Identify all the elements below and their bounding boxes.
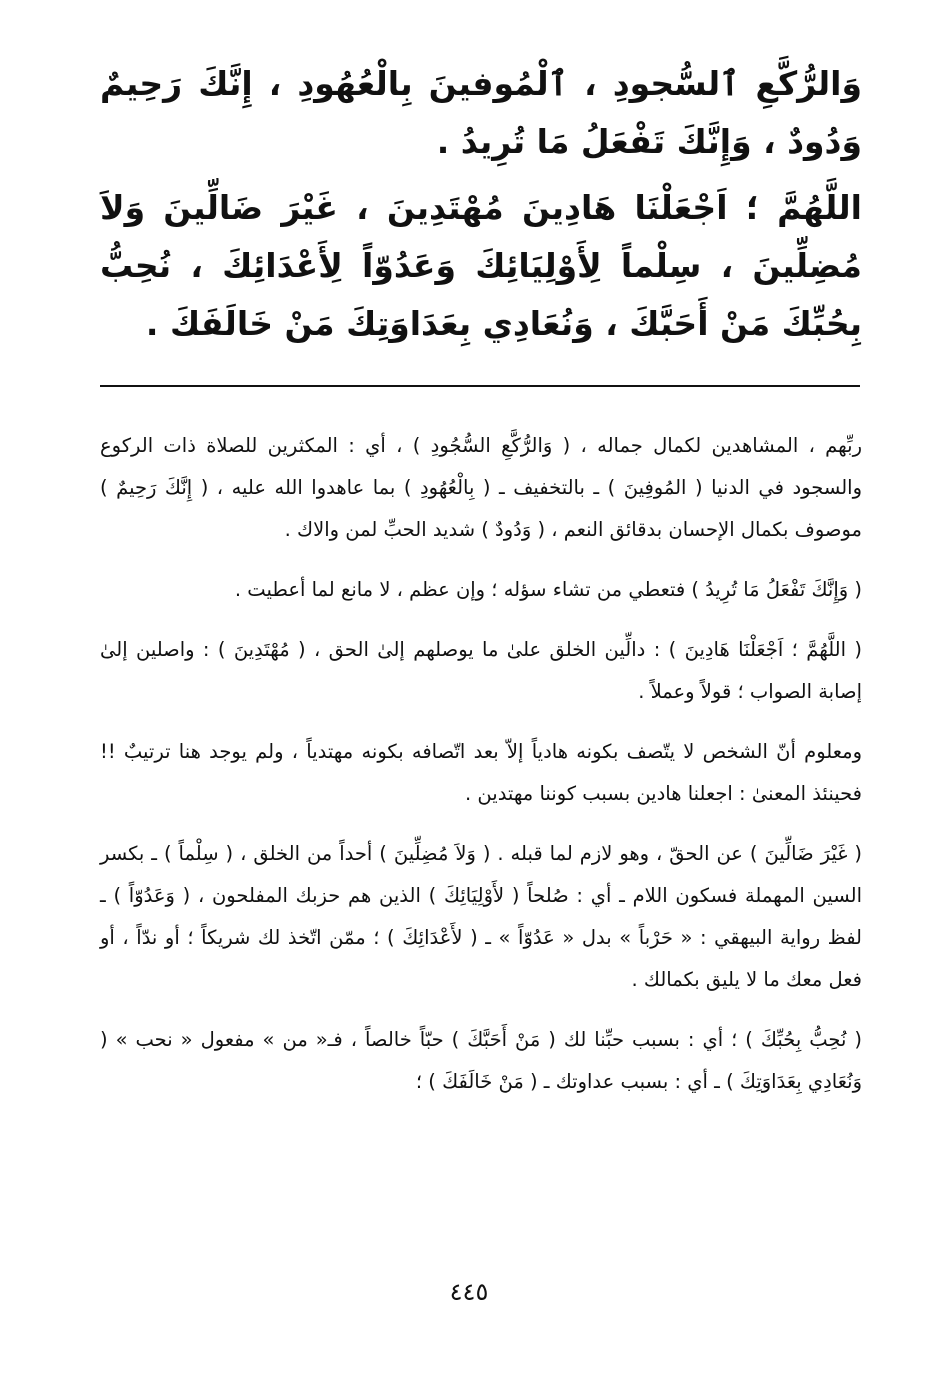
footnote-divider	[100, 385, 860, 387]
footnotes-commentary	[100, 425, 862, 1121]
footnote-paragraph: ربِّهم ، المشاهدين لكمال جماله ، ( وَالرُّكَّعِ السُّجُودِ ) ، أي : المكثرين للصلاة ذات الركوع والسجود في الدنيا ( المُوفِينَ ) ـ بالتخفيف ـ ( بِالْعُهُودِ ) بما عاهدوا الله عليه ، ( إِنَّكَ رَحِيمٌ ) موصوف بكمال الإحسان بدقائق النعم ، ( وَدُودٌ ) شديد الحبِّ لمن والاك .	[100, 434, 862, 541]
footnote-paragraph: ومعلوم أنّ الشخص لا يتّصف بكونه هادياً إلاّ بعد اتّصافه بكونه مهتدياً ، ولم يوجد هنا ترتيبٌ !! فحينئذ المعنىٰ : اجعلنا هادين بسبب كوننا مهتدين .	[100, 740, 862, 805]
main-paragraph: اللَّهُمَّ ؛ اَجْعَلْنَا هَادِينَ مُهْتَدِينَ ، غَيْرَ ضَالِّينَ وَلاَ مُضِلِّينَ ، سِلْماً لِأَوْلِيَائِكَ وَعَدُوّاً لِأَعْدَائِكَ ، نُحِبُّ بِحُبِّكَ مَنْ أَحَبَّكَ ، وَنُعَادِي بِعَدَاوَتِكَ مَنْ خَالَفَكَ .	[100, 188, 862, 343]
main-supplication-text	[100, 55, 862, 361]
page-number: ٤٤٥	[449, 1278, 489, 1306]
footnote-paragraph: ( غَيْرَ ضَالِّينَ ) عن الحقّ ، وهو لازم لما قبله . ( وَلاَ مُضِلِّينَ ) أحداً من الخلق ، ( سِلْماً ) ـ بكسر السين المهملة فسكون اللام ـ أي : صُلحاً ( لأَوْلِيَائِكَ ) الذين هم حزبك المفلحون ، ( وَعَدُوّاً ) ـ لفظ رواية البيهقي : « حَرْباً » بدل « عَدُوّاً » ـ ( لأَعْدَائِكَ ) ؛ ممّن اتّخذ لك شريكاً ؛ أو ندّاً ، أو فعل معك ما لا يليق بكمالك .	[100, 842, 862, 991]
footnote-paragraph: ( نُحِبُّ بِحُبِّكَ ) ؛ أي : بسبب حبِّنا لك ( مَنْ أَحَبَّكَ ) حبّاً خالصاً ، فـ« من » مفعول « نحب » ( وَنُعَادِي بِعَدَاوَتِكَ ) ـ أي : بسبب عداوتك ـ ( مَنْ خَالَفَكَ ) ؛	[100, 1028, 862, 1093]
main-paragraph: وَالرُّكَّعِ ٱلسُّجودِ ، ٱلْمُوفينَ بِالْعُهُودِ ، إِنَّكَ رَحِيمٌ وَدُودٌ ، وَإِنَّكَ تَفْعَلُ مَا تُرِيدُ .	[100, 64, 862, 161]
footnote-paragraph: ( اللَّهُمَّ ؛ اَجْعَلْنَا هَادِينَ ) : دالِّين الخلق علىٰ ما يوصلهم إلىٰ الحق ، ( مُهْتَدِينَ ) : واصلين إلىٰ إصابة الصواب ؛ قولاً وعملاً .	[100, 638, 862, 703]
footnote-paragraph: ( وَإِنَّكَ تَفْعَلُ مَا تُرِيدُ ) فتعطي من تشاء سؤله ؛ وإن عظم ، لا مانع لما أعطيت .	[234, 578, 862, 601]
